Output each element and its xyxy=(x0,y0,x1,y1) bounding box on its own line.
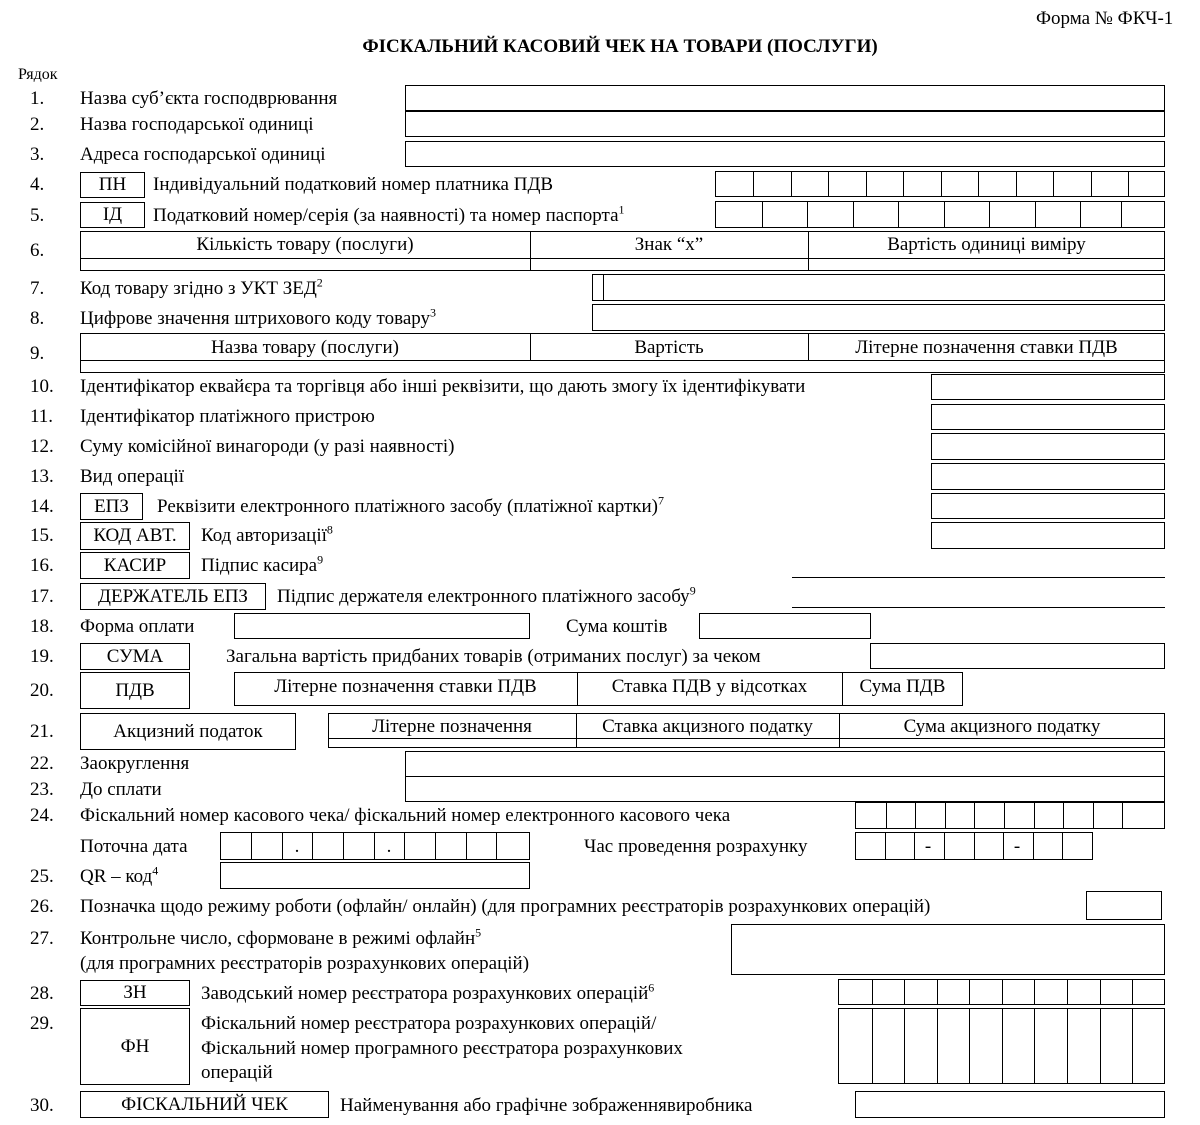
vat-number-cells[interactable] xyxy=(715,171,1165,197)
amount-label: Сума коштів xyxy=(566,616,668,637)
unit-address-field[interactable] xyxy=(405,141,1165,167)
row-number: 10. xyxy=(30,376,54,397)
operation-type-label: Вид операції xyxy=(80,466,185,487)
row-number: 14. xyxy=(30,496,54,517)
ukt-zed-field[interactable] xyxy=(592,274,1165,301)
row-number: 18. xyxy=(30,616,54,637)
row-number: 26. xyxy=(30,896,54,917)
manufacturer-label: Найменування або графічне зображеннявиробника xyxy=(340,1095,753,1116)
fiscal-number-cells[interactable] xyxy=(838,1008,1165,1084)
device-id-field[interactable] xyxy=(931,404,1165,430)
qr-code-label: QR – код$^4$ xyxy=(80,863,159,887)
vat-letter-col-header: Літерне позначення ставки ПДВ xyxy=(855,337,1118,358)
device-id-label: Ідентифікатор платіжного пристрою xyxy=(80,406,375,427)
payment-form-label: Форма оплати xyxy=(80,616,195,637)
sum-code-box: СУМА xyxy=(80,643,190,670)
holder-signature-line[interactable] xyxy=(792,607,1165,608)
time-separator: - xyxy=(924,836,932,857)
excise-rate-header: Ставка акцизного податку xyxy=(602,716,813,737)
serial-number-cells[interactable] xyxy=(838,979,1165,1005)
fiscal-check-code-box: ФІСКАЛЬНИЙ ЧЕК xyxy=(80,1091,329,1118)
row-number: 2. xyxy=(30,114,45,135)
passport-label: Податковий номер/серія (за наявності) та номер паспорта$^1$ xyxy=(153,202,625,226)
auth-code-field[interactable] xyxy=(931,522,1165,549)
fiscal-number-label-line3: операцій xyxy=(201,1062,273,1083)
barcode-label: Цифрове значення штрихового коду товару$^3$ xyxy=(80,305,437,329)
unit-name-field[interactable] xyxy=(405,111,1165,137)
zn-code-box: ЗН xyxy=(80,980,190,1006)
control-number-note: (для програмних реєстраторів розрахункових операцій) xyxy=(80,953,530,974)
row-number: 6. xyxy=(30,240,45,261)
fn-code-box: ФН xyxy=(80,1008,190,1085)
excise-code-box: Акцизний податок xyxy=(80,713,296,750)
operation-type-field[interactable] xyxy=(931,463,1165,490)
form-title: ФІСКАЛЬНИЙ КАСОВИЙ ЧЕК НА ТОВАРИ (ПОСЛУГИ) xyxy=(362,36,878,57)
manufacturer-field[interactable] xyxy=(855,1091,1165,1118)
fiscal-number-label-line2: Фіскальний номер програмного реєстратора розрахункових xyxy=(201,1038,683,1059)
commission-label: Суму комісійної винагороди (у разі наявності) xyxy=(80,436,455,457)
epz-code-box: ЕПЗ xyxy=(80,493,143,520)
unit-address-label: Адреса господарської одиниці xyxy=(80,144,326,165)
row-number: 19. xyxy=(30,646,54,667)
card-details-label: Реквізити електронного платіжного засобу (платіжної картки)$^7$ xyxy=(157,493,664,517)
excise-letter-header: Літерне позначення xyxy=(372,716,532,737)
row-number: 25. xyxy=(30,866,54,887)
control-number-field[interactable] xyxy=(731,924,1165,975)
mode-flag-field[interactable] xyxy=(1086,891,1162,920)
auth-code-label: Код авторизації$^8$ xyxy=(201,522,333,546)
acquirer-label: Ідентифікатор еквайєра та торгівця або інші реквізити, що дають змогу їх ідентифікувати xyxy=(80,376,806,397)
holder-signature-label: Підпис держателя електронного платіжного засобу$^9$ xyxy=(277,583,696,607)
total-cost-label: Загальна вартість придбаних товарів (отриманих послуг) за чеком xyxy=(226,646,761,667)
row-number: 20. xyxy=(30,680,54,701)
vat-code-box: ПДВ xyxy=(80,672,190,709)
passport-cells[interactable] xyxy=(715,201,1165,228)
row-number: 9. xyxy=(30,343,45,364)
card-details-field[interactable] xyxy=(931,493,1165,519)
rounding-label: Заокруглення xyxy=(80,753,190,774)
settlement-time-label: Час проведення розрахунку xyxy=(584,836,808,857)
unit-name-label: Назва господарської одиниці xyxy=(80,114,314,135)
auth-code-box: КОД АВТ. xyxy=(80,522,190,550)
row-number: 29. xyxy=(30,1013,54,1034)
row-number: 13. xyxy=(30,466,54,487)
row-header: Рядок xyxy=(18,66,58,83)
vat-letter-header: Літерне позначення ставки ПДВ xyxy=(274,676,537,697)
mode-flag-label: Позначка щодо режиму роботи (офлайн/ онлайн) (для програмних реєстраторів розрахункових операцій) xyxy=(80,896,931,917)
fiscal-receipt-number-label: Фіскальний номер касового чека/ фіскальний номер електронного касового чека xyxy=(80,805,731,826)
row-number: 24. xyxy=(30,805,54,826)
row-number: 7. xyxy=(30,278,45,299)
vat-sum-header: Сума ПДВ xyxy=(859,676,946,697)
row-number: 27. xyxy=(30,928,54,949)
rounding-field[interactable] xyxy=(405,751,1165,777)
entity-name-label: Назва суб’єкта господврювання xyxy=(80,88,338,109)
commission-field[interactable] xyxy=(931,433,1165,460)
control-number-label: Контрольне число, сформоване в режимі офлайн$^5$ xyxy=(80,925,482,949)
quantity-col-header: Кількість товару (послуги) xyxy=(196,234,414,255)
pn-code-box: ПН xyxy=(80,172,145,198)
vat-rate-header: Ставка ПДВ у відсотках xyxy=(611,676,808,697)
cashier-signature-line[interactable] xyxy=(792,577,1165,578)
row-number: 4. xyxy=(30,174,45,195)
fiscal-number-label-line1: Фіскальний номер реєстратора розрахункових операцій/ xyxy=(201,1013,657,1034)
row-number: 17. xyxy=(30,586,54,607)
current-date-label: Поточна дата xyxy=(80,836,188,857)
id-code-box: ІД xyxy=(80,202,145,228)
acquirer-field[interactable] xyxy=(931,374,1165,400)
row-number: 15. xyxy=(30,525,54,546)
row-number: 3. xyxy=(30,144,45,165)
to-pay-label: До сплати xyxy=(80,779,162,800)
row-number: 8. xyxy=(30,308,45,329)
payment-form-field[interactable] xyxy=(234,613,530,639)
row-number: 1. xyxy=(30,88,45,109)
barcode-field[interactable] xyxy=(592,304,1165,331)
cashier-signature-label: Підпис касира$^9$ xyxy=(201,552,324,576)
holder-code-box: ДЕРЖАТЕЛЬ ЕПЗ xyxy=(80,583,266,610)
to-pay-field[interactable] xyxy=(405,776,1165,802)
date-separator: . xyxy=(386,836,392,857)
row-number: 23. xyxy=(30,779,54,800)
serial-number-label: Заводський номер реєстратора розрахункових операцій$^6$ xyxy=(201,980,655,1004)
row-number: 22. xyxy=(30,753,54,774)
row-number: 16. xyxy=(30,555,54,576)
row-number: 5. xyxy=(30,205,45,226)
date-separator: . xyxy=(294,836,300,857)
total-cost-field[interactable] xyxy=(870,643,1165,669)
cashier-code-box: КАСИР xyxy=(80,552,190,579)
fiscal-receipt-number-cells[interactable] xyxy=(855,802,1165,829)
ukt-zed-label: Код товару згідно з УКТ ЗЕД$^2$ xyxy=(80,275,323,299)
form-number: Форма № ФКЧ-1 xyxy=(1036,8,1174,29)
row-number: 21. xyxy=(30,721,54,742)
row-number: 28. xyxy=(30,983,54,1004)
goods-name-col-header: Назва товару (послуги) xyxy=(211,337,399,358)
settlement-time-cells[interactable] xyxy=(855,832,1093,860)
time-separator: - xyxy=(1013,836,1021,857)
row-number: 30. xyxy=(30,1095,54,1116)
multiply-col-header: Знак “х” xyxy=(634,234,704,255)
amount-field[interactable] xyxy=(699,613,871,639)
unit-price-col-header: Вартість одиниці виміру xyxy=(887,234,1086,255)
goods-price-col-header: Вартість xyxy=(634,337,704,358)
row-number: 12. xyxy=(30,436,54,457)
qr-code-field[interactable] xyxy=(220,862,530,889)
vat-number-label: Індивідуальний податковий номер платника ПДВ xyxy=(153,174,554,195)
row-number: 11. xyxy=(30,406,54,427)
excise-sum-header: Сума акцизного податку xyxy=(903,716,1101,737)
entity-name-field[interactable] xyxy=(405,85,1165,111)
